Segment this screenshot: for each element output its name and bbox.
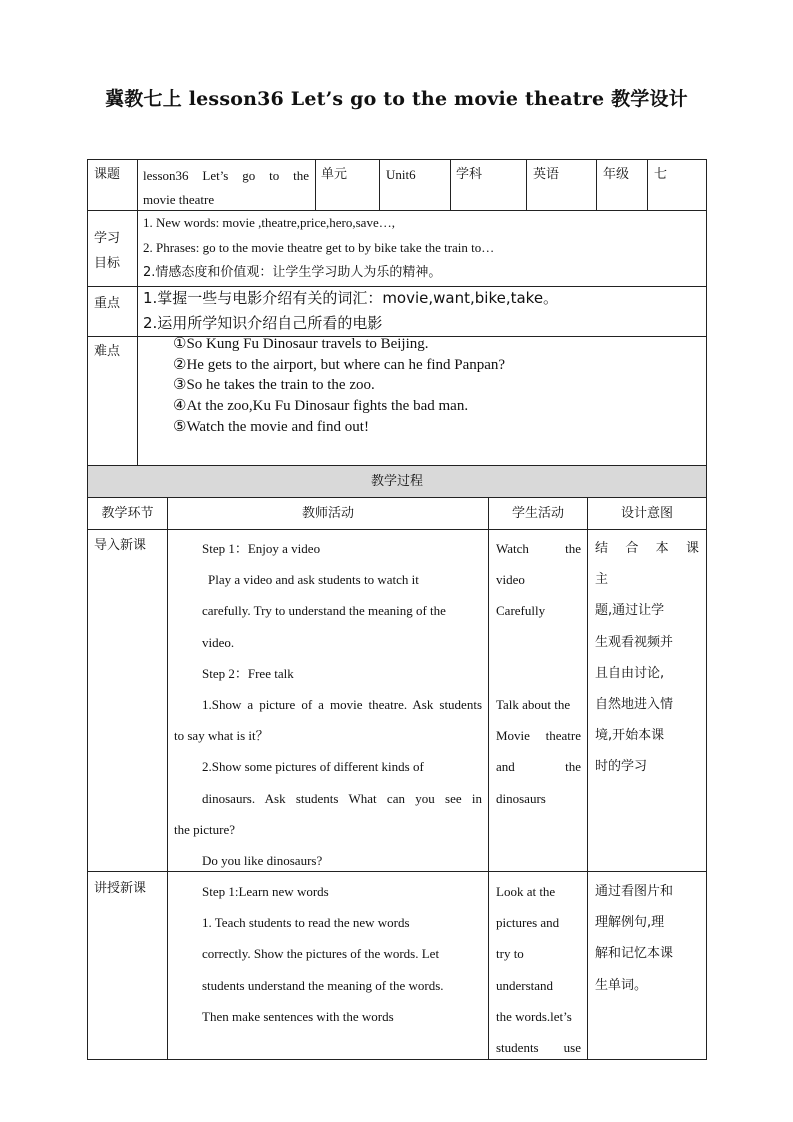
- student-line: and the: [496, 759, 581, 775]
- topic-value: [143, 163, 309, 212]
- key-points-label: 重点: [94, 296, 121, 311]
- teacher-line: students understand the meaning of the words.: [202, 977, 444, 993]
- teacher-activity: [174, 876, 482, 1032]
- teacher-line: correctly. Show the pictures of the words. Let: [202, 946, 440, 962]
- table-border: [87, 1059, 707, 1060]
- stage-cell: 导入新课: [94, 538, 147, 553]
- teacher-line: the picture?: [174, 821, 235, 837]
- teacher-line: 1. Teach students to read the new words: [202, 915, 410, 931]
- student-line: try to: [496, 946, 524, 962]
- table-border: [167, 497, 168, 1060]
- teacher-line: to say what is it？: [174, 728, 269, 744]
- difficulty-item: ①So Kung Fu Dinosaur travels to Beijing.: [173, 336, 429, 352]
- student-line: Talk about the: [496, 697, 571, 713]
- student-line: [496, 658, 581, 689]
- intent-line: 自然地进入情: [595, 697, 674, 713]
- student-line: video: [496, 572, 525, 588]
- student-line: understand: [496, 977, 554, 993]
- teacher-line: 1.Show a picture of a movie theatre. Ask students: [202, 697, 482, 713]
- table-border: [87, 159, 707, 160]
- intent-line: 境,开始本课: [595, 728, 665, 744]
- grade-label: 年级: [603, 167, 630, 182]
- student-activity: [496, 876, 581, 1063]
- student-line: the words.let’s: [496, 1008, 572, 1024]
- intent-line: 且自由讨论,: [595, 665, 665, 681]
- difficulty-item: ③So he takes the train to the zoo.: [173, 377, 375, 394]
- objectives-list: [143, 210, 494, 285]
- table-border: [706, 159, 707, 1060]
- teacher-line: video.: [202, 634, 235, 650]
- table-border: [587, 497, 588, 1060]
- objective-item: 2. Phrases: go to the movie theatre get to by bike take the train to…: [143, 240, 495, 255]
- student-activity: [496, 533, 581, 814]
- topic-value-line: movie theatre: [143, 192, 215, 207]
- teacher-line: 2.Show some pictures of different kinds of: [202, 759, 424, 775]
- unit-label: 单元: [321, 167, 348, 182]
- column-header-teacher: 教师活动: [301, 506, 354, 521]
- document-title: 冀教七上 lesson36 Let’s go to the movie theatre 教学设计: [105, 88, 688, 110]
- table-border: [450, 159, 451, 210]
- table-border: [488, 497, 489, 1060]
- student-line: Watch the: [496, 541, 581, 556]
- objective-item: 2.情感态度和价值观：让学生学习助人为乐的精神。: [143, 265, 442, 280]
- intent-line: 通过看图片和: [595, 884, 674, 899]
- key-point-item: 2.运用所学知识介绍自己所看的电影: [143, 314, 383, 332]
- table-border: [379, 159, 380, 210]
- table-border: [526, 159, 527, 210]
- student-line: pictures and: [496, 915, 560, 931]
- key-point-item: 1.掌握一些与电影介绍有关的词汇：movie,want,bike,take。: [143, 289, 559, 307]
- column-header-student: 学生活动: [511, 506, 564, 521]
- unit-value: Unit6: [386, 167, 416, 182]
- stage-cell: 讲授新课: [94, 881, 147, 896]
- objectives-label-line: 学习: [94, 231, 121, 246]
- intent-line: 结 合 本 课: [595, 541, 699, 556]
- difficulty-item: ④At the zoo,Ku Fu Dinosaur fights the bad man.: [173, 398, 469, 415]
- student-line: Movie theatre: [496, 728, 581, 744]
- intent-line: 生单词。: [595, 977, 648, 993]
- key-points-list: [143, 286, 558, 336]
- process-heading: 教学过程: [370, 474, 423, 489]
- student-line: dinosaurs: [496, 790, 546, 806]
- table-border: [596, 159, 597, 210]
- table-border: [87, 159, 88, 1060]
- subject-value: 英语: [533, 167, 560, 182]
- table-border: [315, 159, 316, 210]
- table-border: [87, 529, 707, 530]
- teacher-line: Step 1:Learn new words: [202, 884, 329, 899]
- student-line: Carefully: [496, 603, 546, 619]
- column-header-intent: 设计意图: [620, 506, 673, 521]
- teacher-line: dinosaurs. Ask students What can you see in: [202, 790, 482, 806]
- column-header-stage: 教学环节: [101, 506, 154, 521]
- topic-value-line: lesson36 Let’s go to the: [143, 168, 309, 183]
- subject-label: 学科: [456, 167, 483, 182]
- teacher-line: Step 2：Free talk: [202, 665, 294, 681]
- teacher-line: carefully. Try to understand the meaning of the: [202, 603, 446, 619]
- intent-line: 生观看视频并: [595, 634, 674, 650]
- intent-line: 主: [595, 572, 609, 588]
- intent-line: 时的学习: [595, 759, 648, 775]
- table-border: [87, 497, 707, 498]
- table-border: [137, 159, 138, 466]
- design-intent: [595, 876, 699, 1001]
- objective-item: 1. New words: movie ,theatre,price,hero,save…,: [143, 215, 395, 230]
- intent-line: 解和记忆本课: [595, 946, 674, 962]
- student-line: [496, 627, 581, 658]
- objectives-label: [94, 226, 120, 276]
- design-intent: [595, 533, 699, 783]
- student-line: Look at the: [496, 884, 556, 899]
- teacher-activity: [174, 533, 482, 876]
- topic-label: 课题: [94, 167, 121, 182]
- intent-line: 理解例句,理: [595, 915, 665, 931]
- table-border: [87, 465, 707, 466]
- objectives-label-line: 目标: [94, 256, 121, 271]
- teacher-line: Play a video and ask students to watch it: [208, 572, 419, 588]
- teacher-line: Do you like dinosaurs?: [202, 853, 323, 869]
- difficulty-item: ⑤Watch the movie and find out!: [173, 418, 369, 435]
- table-border: [647, 159, 648, 210]
- difficulties-label: 难点: [94, 344, 121, 359]
- student-line: students use: [496, 1040, 581, 1056]
- difficulty-item: ②He gets to the airport, but where can he find Panpan?: [173, 356, 506, 373]
- teacher-line: Then make sentences with the words: [202, 1008, 394, 1024]
- intent-line: 题,通过让学: [595, 603, 665, 619]
- teacher-line: Step 1：Enjoy a video: [202, 541, 321, 556]
- difficulties-list: [173, 334, 505, 438]
- grade-value: 七: [654, 167, 668, 182]
